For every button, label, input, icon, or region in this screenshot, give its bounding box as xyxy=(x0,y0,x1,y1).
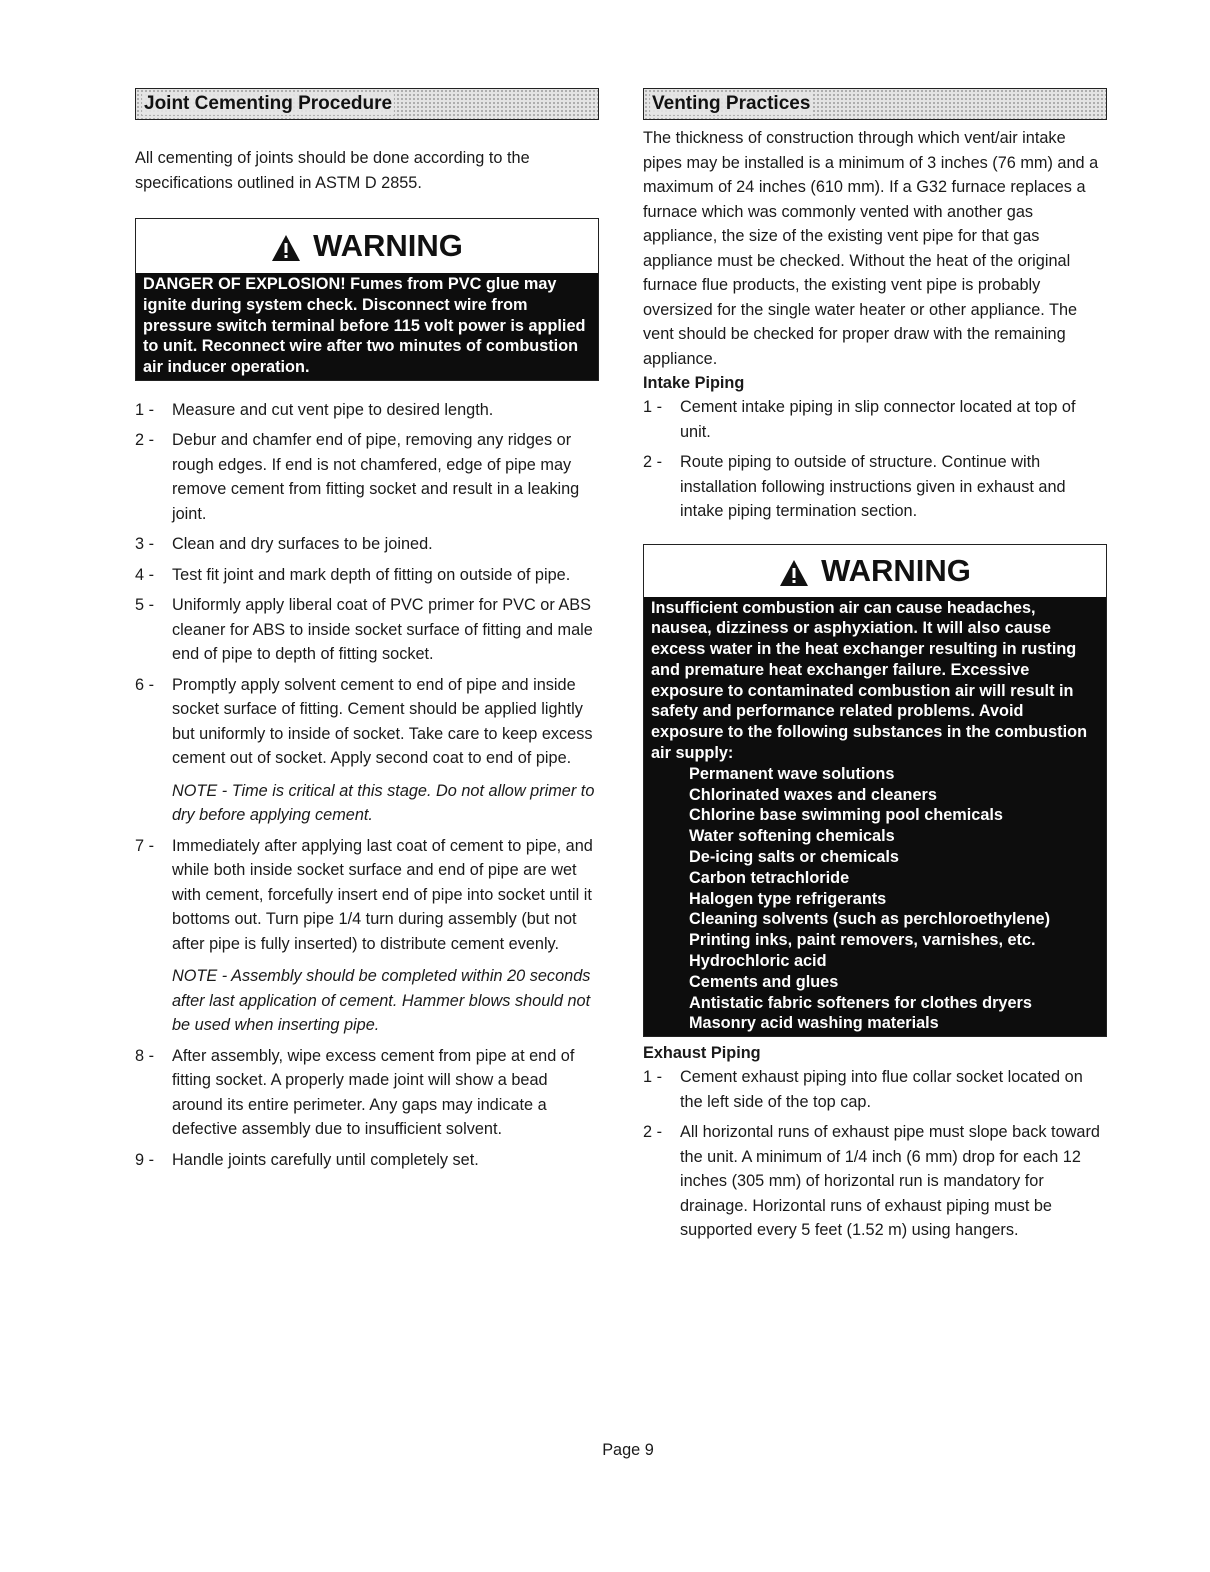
page-number: Page 9 xyxy=(602,1441,654,1459)
substance-item: Printing inks, paint removers, varnishes, etc. xyxy=(689,931,1036,950)
step-number: 9 - xyxy=(135,1150,155,1169)
exhaust-step-1 xyxy=(643,1065,1107,1114)
step-note: NOTE - Assembly should be completed within 20 seconds after last application of cement. Hammer blows should not be used when inserting pipe. xyxy=(172,967,591,1035)
step-number: 2 - xyxy=(643,453,663,471)
substance-item: Halogen type refrigerants xyxy=(689,889,887,908)
substance-item: Chlorine base swimming pool chemicals xyxy=(689,806,1003,825)
step-number: 1 - xyxy=(135,400,155,419)
step-4 xyxy=(135,563,599,588)
substance-item: Carbon tetrachloride xyxy=(689,868,850,887)
warning-text-content: Insufficient combustion air can cause headaches, nausea, dizziness or asphyxiation. It will also cause excess water in the heat exchanger resulting in rusting and premature heat exchanger failure. Excessive exposure to contaminated combustion air will result in safety and performance related problems. Avoid exposure to the following substances in the combustion air supply: xyxy=(651,598,1088,763)
joint-cementing-intro: All cementing of joints should be done according to the specifications outlined in ASTM D 2855. xyxy=(135,149,530,192)
substance-item: Antistatic fabric softeners for clothes dryers xyxy=(689,993,1032,1012)
step-6 xyxy=(135,673,599,828)
hazardous-substances-list xyxy=(651,764,1099,1034)
step-text: Debur and chamfer end of pipe, removing any ridges or rough edges. If end is not chamfered, edge of pipe may remove cement from fitting socket and result in a leaking joint. xyxy=(172,431,580,523)
substance-item: Hydrochloric acid xyxy=(689,952,827,971)
step-text: Cement exhaust piping into flue collar socket located on the left side of the top cap. xyxy=(680,1068,1083,1111)
venting-intro: The thickness of construction through which vent/air intake pipes may be installed is a minimum of 3 inches (76 mm) and a maximum of 24 inches (610 mm). If a G32 furnace replaces a furnace which was commonly vented with another gas appliance, the size of the existing vent pipe for that gas appliance must be checked. Without the heat of the original furnace flue products, the existing vent pipe is probably oversized for the single water heater or other appliance. The vent should be checked for proper draw with the remaining appliance. xyxy=(643,129,1099,368)
substance-item: Water softening chemicals xyxy=(689,827,895,846)
exhaust-piping-heading: Exhaust Piping xyxy=(643,1044,761,1063)
step-text: Clean and dry surfaces to be joined. xyxy=(172,535,433,554)
step-number: 5 - xyxy=(135,596,155,615)
step-text: Measure and cut vent pipe to desired length. xyxy=(172,400,494,419)
intake-step-1 xyxy=(643,395,1107,444)
intake-step-2 xyxy=(643,450,1107,524)
warning-heading xyxy=(644,545,1106,597)
substance-item: Cleaning solvents (such as perchloroethylene) xyxy=(689,910,1050,929)
step-5 xyxy=(135,593,599,667)
step-text: Test fit joint and mark depth of fitting on outside of pipe. xyxy=(172,565,571,584)
section-header-venting-practices xyxy=(643,88,1107,120)
step-number: 3 - xyxy=(135,535,155,554)
warning-triangle-icon xyxy=(271,234,301,262)
warning-triangle-icon xyxy=(779,559,809,587)
exhaust-piping-steps xyxy=(643,1065,1107,1243)
warning-text-content: DANGER OF EXPLOSION! Fumes from PVC glue may ignite during system check. Disconnect wire from pressure switch terminal before 115 volt power is applied to unit. Reconnect wire after two minutes of combustion air inducer operation. xyxy=(143,275,586,377)
step-number: 6 - xyxy=(135,675,155,694)
step-7 xyxy=(135,834,599,1038)
warning-text xyxy=(644,597,1106,1037)
step-number: 1 - xyxy=(643,1068,663,1087)
step-2 xyxy=(135,428,599,526)
section-title: Joint Cementing Procedure xyxy=(144,93,393,114)
section-header-joint-cementing xyxy=(135,88,599,120)
step-8 xyxy=(135,1044,599,1142)
joint-cementing-steps xyxy=(135,398,599,1173)
step-text: Cement intake piping in slip connector located at top of unit. xyxy=(680,398,1076,441)
step-number: 2 - xyxy=(643,1123,663,1142)
substance-item: De-icing salts or chemicals xyxy=(689,848,899,867)
step-number: 2 - xyxy=(135,431,155,450)
left-column xyxy=(135,88,599,1178)
step-number: 7 - xyxy=(135,836,155,855)
step-number: 4 - xyxy=(135,565,155,584)
warning-box-explosion xyxy=(135,218,599,381)
substance-item: Permanent wave solutions xyxy=(689,764,895,783)
step-3 xyxy=(135,532,599,557)
substance-item: Chlorinated waxes and cleaners xyxy=(689,785,937,804)
step-text: Route piping to outside of structure. Continue with installation following instructions given in exhaust and intake piping termination section. xyxy=(680,453,1066,520)
step-number: 1 - xyxy=(643,398,663,416)
step-text: Promptly apply solvent cement to end of pipe and inside socket surface of fitting. Cement should be applied lightly but uniformly to inside of socket. Take care to keep excess cement out of socket. Apply second coat to end of pipe. xyxy=(172,675,593,768)
warning-text xyxy=(136,273,598,380)
step-note: NOTE - Time is critical at this stage. Do not allow primer to dry before applying cement. xyxy=(172,781,595,825)
right-column xyxy=(643,88,1107,1249)
step-9 xyxy=(135,1148,599,1173)
intake-piping-heading: Intake Piping xyxy=(643,374,745,392)
warning-box-combustion-air xyxy=(643,544,1107,1038)
step-number: 8 - xyxy=(135,1046,155,1065)
step-text: Uniformly apply liberal coat of PVC primer for PVC or ABS cleaner for ABS to inside socket surface of fitting and male end of pipe to depth of fitting socket. xyxy=(172,596,593,664)
step-text: After assembly, wipe excess cement from pipe at end of fitting socket. A properly made joint will show a bead around its entire perimeter. Any gaps may indicate a defective assembly due to insufficient solvent. xyxy=(172,1046,575,1139)
warning-heading xyxy=(136,219,598,273)
section-title: Venting Practices xyxy=(652,93,811,114)
substance-item: Cements and glues xyxy=(689,972,839,991)
step-text: All horizontal runs of exhaust pipe must slope back toward the unit. A minimum of 1/4 inch (6 mm) drop for each 12 inches (305 mm) of horizontal run is mandatory for drainage. Horizontal runs of exhaust piping must be supported every 5 feet (1.52 m) using hangers. xyxy=(680,1123,1100,1240)
intake-piping-steps xyxy=(643,395,1107,524)
step-1 xyxy=(135,398,599,423)
warning-title: WARNING xyxy=(313,228,463,263)
warning-title: WARNING xyxy=(821,552,971,588)
step-text: Handle joints carefully until completely set. xyxy=(172,1150,479,1169)
substance-item: Masonry acid washing materials xyxy=(689,1014,939,1033)
step-text: Immediately after applying last coat of cement to pipe, and while both inside socket surface and end of pipe are wet with cement, forcefully insert end of pipe into socket until it bottoms out. Turn pipe 1/4 turn during assembly (but not after pipe is fully inserted) to distribute cement evenly. xyxy=(172,836,593,953)
exhaust-step-2 xyxy=(643,1120,1107,1243)
